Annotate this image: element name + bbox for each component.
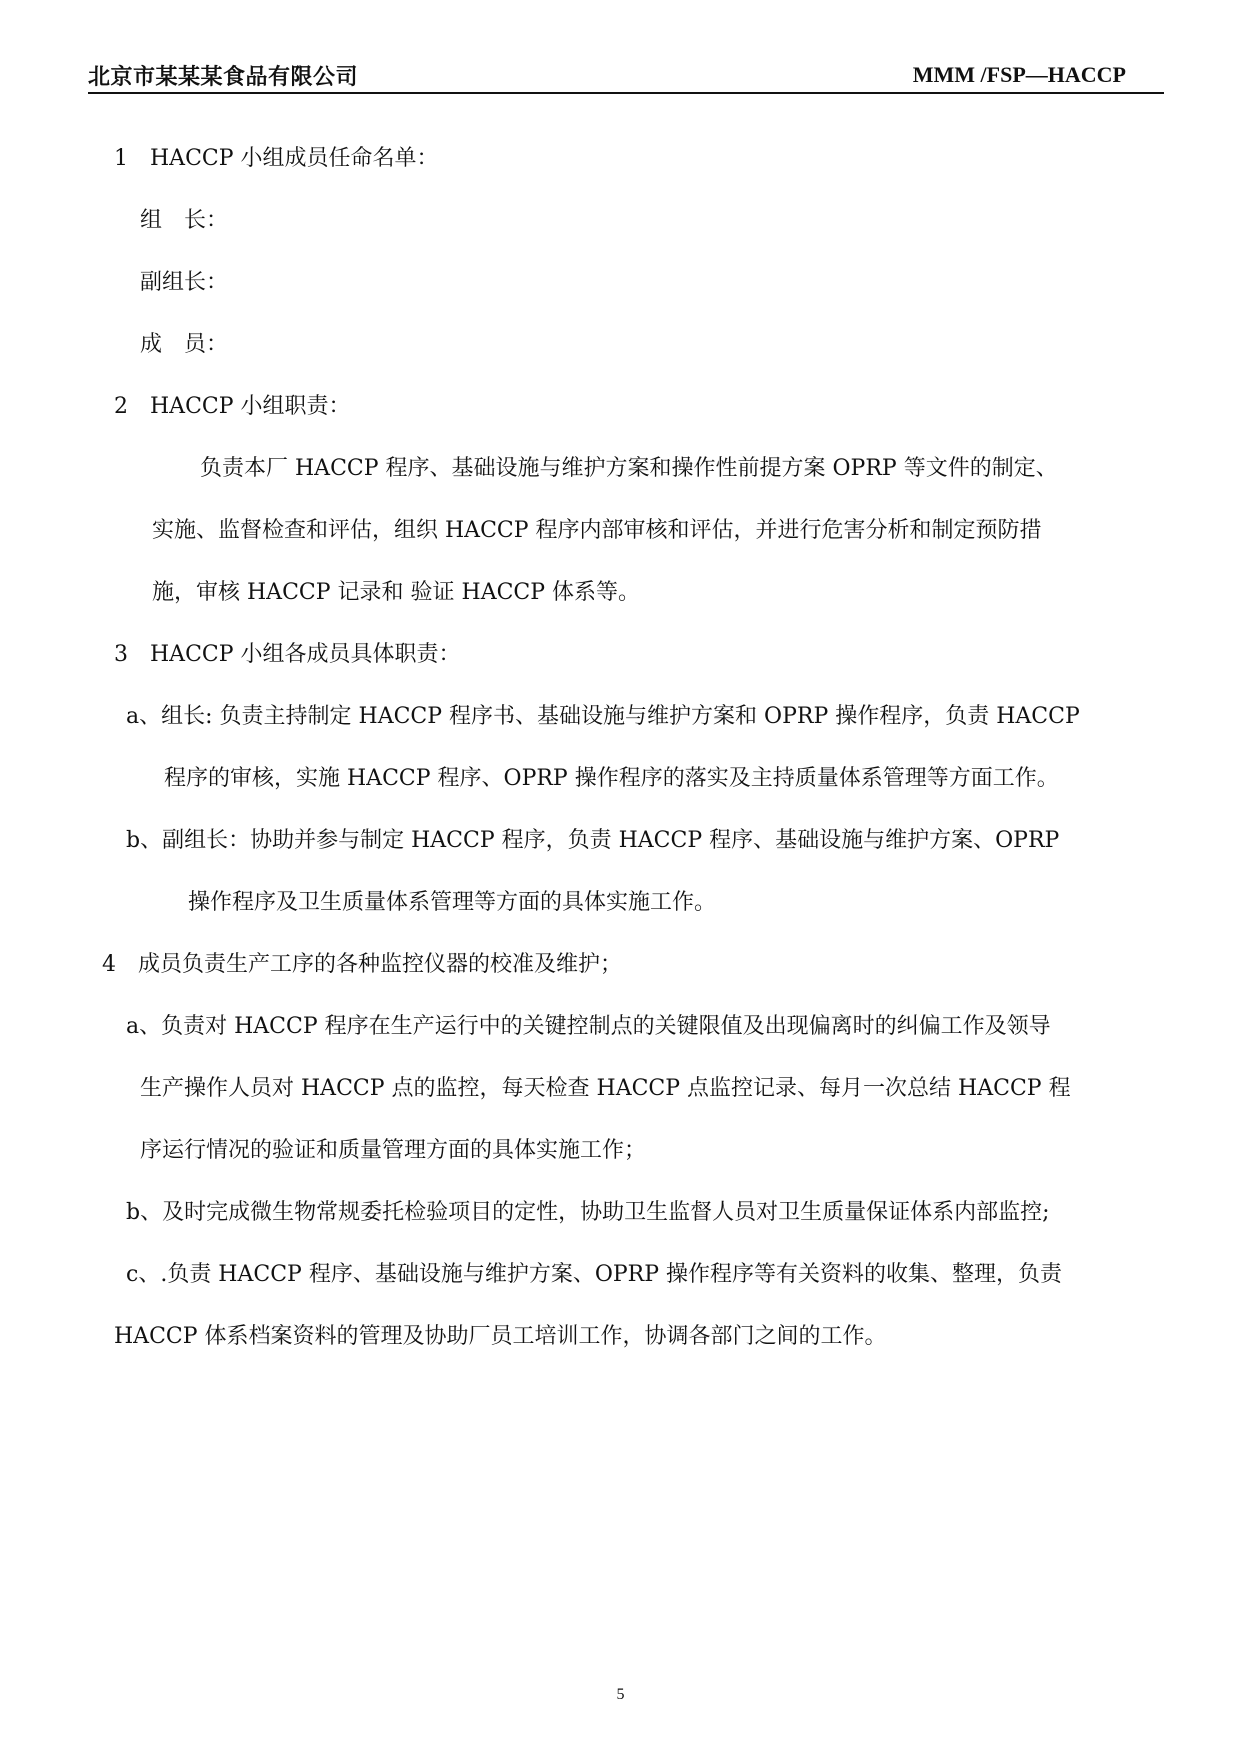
members-line: 成 员：: [140, 332, 229, 357]
section-number: 4: [102, 952, 116, 977]
page-header: [88, 56, 1164, 94]
section-title: HACCP 小组成员任命名单：: [150, 146, 439, 171]
section-number: 1: [114, 146, 128, 171]
section-number: 3: [114, 642, 128, 667]
paragraph-line: 施，审核 HACCP 记录和 验证 HACCP 体系等。: [152, 580, 641, 605]
paragraph-line: a、负责对 HACCP 程序在生产运行中的关键控制点的关键限值及出现偏离时的纠偏工作及领导: [126, 1014, 1051, 1039]
section-3-heading: [114, 640, 461, 670]
paragraph-line: 实施、监督检查和评估，组织 HACCP 程序内部审核和评估，并进行危害分析和制定预防措: [152, 518, 1042, 543]
leader-line: 组 长：: [140, 208, 229, 233]
page-number: 5: [616, 1686, 625, 1703]
paragraph-line: 生产操作人员对 HACCP 点的监控，每天检查 HACCP 点监控记录、每月一次总结 HACCP 程: [140, 1076, 1071, 1101]
paragraph-line: b、及时完成微生物常规委托检验项目的定性，协助卫生监督人员对卫生质量保证体系内部监控;: [126, 1200, 1050, 1225]
section-4-heading: [102, 950, 622, 980]
section-number: 2: [114, 394, 128, 419]
paragraph-line: c、.负责 HACCP 程序、基础设施与维护方案、OPRP 操作程序等有关资料的收集、整理，负责: [126, 1262, 1063, 1287]
section-title: HACCP 小组各成员具体职责：: [150, 642, 461, 667]
section-1-heading: [114, 144, 439, 174]
paragraph-line: 操作程序及卫生质量体系管理等方面的具体实施工作。: [188, 890, 717, 915]
paragraph-line: 程序的审核，实施 HACCP 程序、OPRP 操作程序的落实及主持质量体系管理等方面工作。: [164, 766, 1059, 791]
section-2-heading: [114, 392, 351, 422]
paragraph-line: 序运行情况的验证和质量管理方面的具体实施工作；: [140, 1138, 647, 1163]
paragraph-line: a、组长: 负责主持制定 HACCP 程序书、基础设施与维护方案和 OPRP 操作程序，负责 HACCP: [126, 704, 1080, 729]
section-title: HACCP 小组职责：: [150, 394, 351, 419]
paragraph-line: b、副组长：协助并参与制定 HACCP 程序，负责 HACCP 程序、基础设施与维护方案、OPRP: [126, 828, 1060, 853]
company-name: 北京市某某某食品有限公司: [88, 65, 359, 90]
paragraph-line: 负责本厂 HACCP 程序、基础设施与维护方案和操作性前提方案 OPRP 等文件的制定、: [200, 456, 1058, 481]
paragraph-line: HACCP 体系档案资料的管理及协助厂员工培训工作，协调各部门之间的工作。: [114, 1324, 887, 1349]
section-title: 成员负责生产工序的各种监控仪器的校准及维护；: [138, 952, 623, 977]
deputy-leader-line: 副组长：: [140, 270, 229, 295]
document-code: MMM /FSP—HACCP: [912, 62, 1126, 87]
